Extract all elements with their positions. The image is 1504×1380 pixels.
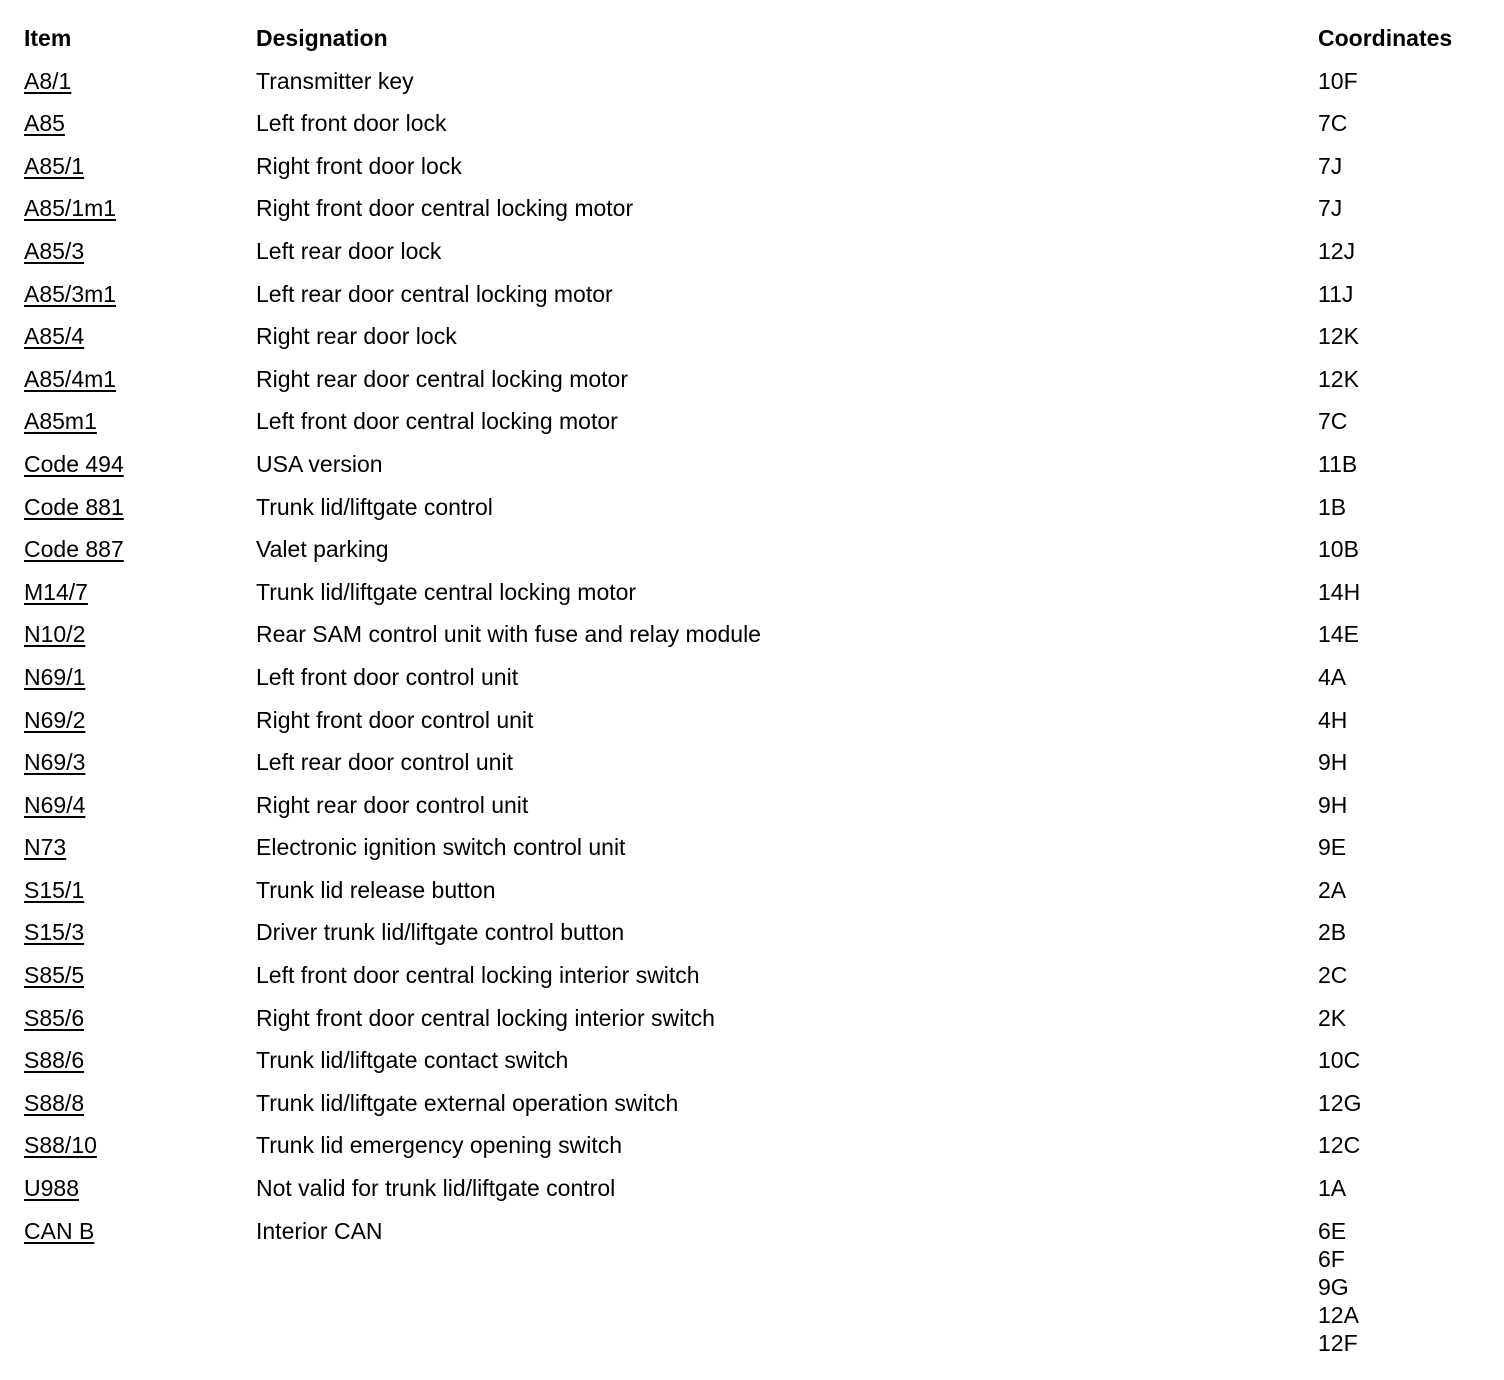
coordinates-cell [1318,1046,1484,1074]
coordinate-value: 9G [1318,1273,1349,1300]
coordinates-cell [1318,322,1484,350]
item-cell [24,1174,256,1202]
coordinates-cell [1318,791,1484,819]
coordinate-value: 7C [1318,408,1348,435]
coordinate-value: 2K [1318,1004,1347,1031]
coordinates-cell [1318,450,1484,478]
table-row [24,109,1484,137]
item-link[interactable]: N69/4 [24,791,86,818]
item-cell [24,493,256,521]
item-link[interactable]: S15/3 [24,919,85,946]
item-link[interactable]: M14/7 [24,578,88,605]
item-link[interactable]: A85/3m1 [24,280,117,307]
designation-cell: USA version [256,450,383,477]
coordinate-value: 12A [1318,1301,1359,1328]
header-designation: Designation [256,25,388,51]
table-row [24,833,1484,861]
item-cell [24,1089,256,1117]
coordinates-cell [1318,1174,1484,1202]
item-cell [24,322,256,350]
designation-cell: Left rear door central locking motor [256,280,613,307]
item-link[interactable]: Code 881 [24,493,124,520]
table-row [24,1217,1484,1357]
item-cell [24,407,256,435]
item-cell [24,1131,256,1159]
coordinates-cell [1318,1004,1484,1032]
coordinate-value: 11B [1318,450,1358,477]
table-row [24,706,1484,734]
coordinates-cell [1318,620,1484,648]
header-coordinates: Coordinates [1318,25,1453,51]
coordinates-cell [1318,663,1484,691]
coordinate-value: 11J [1318,280,1354,307]
table-row [24,1089,1484,1117]
item-cell [24,1004,256,1032]
designation-cell: Electronic ignition switch control unit [256,834,626,861]
table-row [24,1004,1484,1032]
item-cell [24,620,256,648]
item-link[interactable]: N69/2 [24,706,86,733]
coordinate-value: 7C [1318,110,1348,137]
coordinate-value: 10B [1318,536,1359,563]
table-row [24,918,1484,946]
designation-cell: Rear SAM control unit with fuse and relay module [256,621,761,648]
item-link[interactable]: A85/3 [24,237,85,264]
item-link[interactable]: Code 494 [24,450,124,477]
coordinate-value: 7J [1318,152,1343,179]
designation-cell: Left front door central locking motor [256,408,618,435]
table-row [24,1046,1484,1074]
item-cell [24,1046,256,1074]
item-cell [24,152,256,180]
item-link[interactable]: A85m1 [24,408,97,435]
coordinates-cell [1318,1217,1484,1357]
designation-cell: Left rear door lock [256,237,442,264]
designation-cell: Left rear door control unit [256,749,513,776]
table-row [24,194,1484,222]
designation-cell: Trunk lid/liftgate contact switch [256,1047,569,1074]
table-row [24,876,1484,904]
item-link[interactable]: A85/4m1 [24,365,117,392]
designation-cell: Trunk lid emergency opening switch [256,1132,623,1159]
designation-cell: Trunk lid/liftgate control [256,493,493,520]
item-link[interactable]: S88/10 [24,1132,97,1159]
table-row [24,280,1484,308]
item-link[interactable]: S85/6 [24,1004,85,1031]
item-cell [24,280,256,308]
coordinates-cell [1318,237,1484,265]
coordinate-value: 9E [1318,834,1347,861]
table-row [24,535,1484,563]
item-link[interactable]: A85 [24,110,65,137]
coordinates-cell [1318,493,1484,521]
coordinate-value: 12C [1318,1132,1361,1159]
item-cell [24,961,256,989]
table-row [24,493,1484,521]
coordinates-cell [1318,152,1484,180]
item-cell [24,833,256,861]
table-row [24,67,1484,95]
item-link[interactable]: A85/1m1 [24,195,117,222]
coordinate-value: 6F [1318,1245,1345,1272]
item-link[interactable]: S85/5 [24,962,85,989]
coordinates-cell [1318,109,1484,137]
coordinates-cell [1318,1089,1484,1117]
designation-cell: Transmitter key [256,67,414,94]
component-legend-table [24,24,1484,1371]
designation-cell: Right rear door central locking motor [256,365,628,392]
item-link[interactable]: Code 887 [24,536,124,563]
coordinates-cell [1318,407,1484,435]
table-row [24,365,1484,393]
table-row [24,620,1484,648]
designation-cell: Valet parking [256,536,389,563]
designation-cell: Right rear door lock [256,323,457,350]
table-row [24,450,1484,478]
item-cell [24,791,256,819]
coordinate-value: 1A [1318,1175,1347,1202]
item-cell [24,748,256,776]
coordinate-value: 10F [1318,67,1358,94]
item-cell [24,109,256,137]
item-cell [24,918,256,946]
item-cell [24,67,256,95]
coordinate-value: 12K [1318,323,1359,350]
coordinates-cell [1318,833,1484,861]
coordinates-cell [1318,67,1484,95]
designation-cell: Right front door central locking interior switch [256,1004,715,1031]
item-cell [24,578,256,606]
coordinate-value: 9H [1318,749,1348,776]
coordinates-cell [1318,706,1484,734]
coordinates-cell [1318,365,1484,393]
coordinate-value: 9H [1318,791,1348,818]
coordinate-value: 12G [1318,1089,1362,1116]
coordinates-cell [1318,578,1484,606]
coordinate-value: 14H [1318,578,1361,605]
designation-cell: Left front door control unit [256,663,519,690]
table-row [24,578,1484,606]
item-cell [24,1217,256,1245]
header-item: Item [24,25,72,51]
table-row [24,407,1484,435]
designation-cell: Interior CAN [256,1217,383,1244]
item-cell [24,663,256,691]
table-row [24,663,1484,691]
coordinates-cell [1318,961,1484,989]
designation-cell: Driver trunk lid/liftgate control button [256,919,625,946]
table-row [24,322,1484,350]
coordinate-value: 7J [1318,195,1343,222]
table-row [24,748,1484,776]
designation-cell: Trunk lid/liftgate external operation switch [256,1089,679,1116]
designation-cell: Right front door control unit [256,706,534,733]
coordinate-value: 2A [1318,876,1347,903]
coordinate-value: 1B [1318,493,1347,520]
designation-cell: Trunk lid/liftgate central locking motor [256,578,637,605]
coordinates-cell [1318,748,1484,776]
table-body [24,67,1484,1357]
table-row [24,1131,1484,1159]
coordinate-value: 4H [1318,706,1348,733]
item-cell [24,876,256,904]
item-cell [24,194,256,222]
table-row [24,791,1484,819]
coordinate-value: 6E [1318,1217,1347,1244]
item-link[interactable]: S15/1 [24,876,85,903]
item-link[interactable]: A85/1 [24,152,85,179]
designation-cell: Left front door central locking interior switch [256,962,700,989]
item-link[interactable]: N69/1 [24,663,86,690]
table-row [24,961,1484,989]
designation-cell: Left front door lock [256,110,447,137]
coordinates-cell [1318,918,1484,946]
item-link[interactable]: N73 [24,834,67,861]
coordinates-cell [1318,280,1484,308]
coordinate-value: 2B [1318,919,1347,946]
table-header-row [24,24,1484,52]
coordinate-value: 2C [1318,962,1348,989]
item-cell [24,706,256,734]
item-link[interactable]: N10/2 [24,621,86,648]
coordinates-cell [1318,535,1484,563]
table-row [24,152,1484,180]
item-cell [24,365,256,393]
table-row [24,1174,1484,1202]
designation-cell: Not valid for trunk lid/liftgate control [256,1175,616,1202]
table-row [24,237,1484,265]
coordinates-cell [1318,876,1484,904]
coordinate-value: 12K [1318,365,1359,392]
item-link[interactable]: A85/4 [24,323,85,350]
coordinate-value: 10C [1318,1047,1361,1074]
coordinate-value: 14E [1318,621,1359,648]
coordinates-cell [1318,1131,1484,1159]
item-cell [24,535,256,563]
item-link[interactable]: U988 [24,1175,79,1202]
item-link[interactable]: A8/1 [24,67,72,94]
item-cell [24,450,256,478]
item-cell [24,237,256,265]
designation-cell: Right front door central locking motor [256,195,634,222]
coordinates-cell [1318,194,1484,222]
item-link[interactable]: S88/6 [24,1047,85,1074]
designation-cell: Right front door lock [256,152,462,179]
coordinate-value: 4A [1318,663,1347,690]
designation-cell: Right rear door control unit [256,791,529,818]
item-link[interactable]: CAN B [24,1217,95,1244]
coordinate-value: 12F [1318,1329,1358,1356]
item-link[interactable]: N69/3 [24,749,86,776]
coordinate-value: 12J [1318,237,1356,264]
designation-cell: Trunk lid release button [256,876,496,903]
item-link[interactable]: S88/8 [24,1089,85,1116]
